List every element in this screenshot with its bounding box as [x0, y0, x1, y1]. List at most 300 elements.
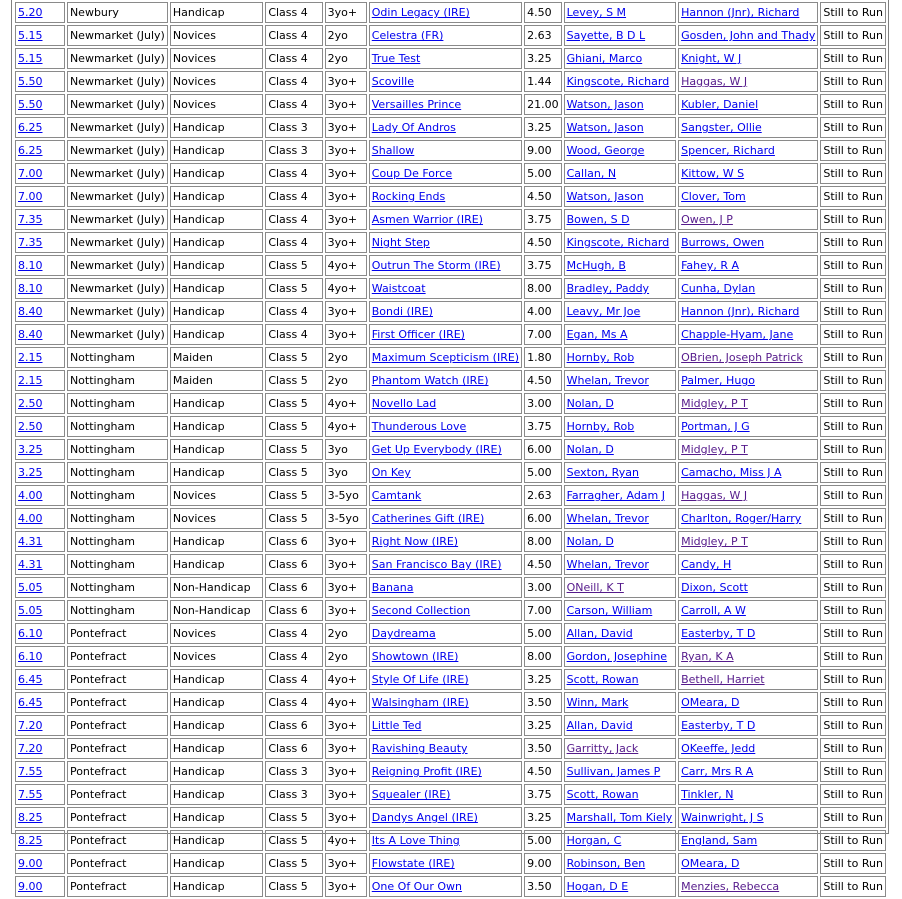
table-row [15, 807, 886, 828]
trainer-link[interactable]: Burrows, Owen [681, 236, 765, 249]
race-class-cell: Class 5 [265, 255, 322, 276]
horse-link[interactable]: Scoville [371, 75, 414, 88]
horse-link[interactable]: San Francisco Bay (IRE) [371, 558, 502, 571]
table-row [15, 669, 886, 690]
age-cell: 4yo+ [325, 692, 367, 713]
jockey-link[interactable]: Hogan, D E [566, 880, 629, 893]
trainer-link[interactable]: Gosden, John and Thady [681, 29, 816, 42]
time-cell [15, 853, 65, 874]
race-type-cell: Handicap [170, 784, 263, 805]
course-cell: Pontefract [67, 715, 168, 736]
age-cell: 3yo+ [325, 577, 367, 598]
trainer-link[interactable]: Midgley, P T [681, 535, 748, 548]
horse-link[interactable]: Outrun The Storm (IRE) [371, 259, 501, 272]
jockey-link[interactable]: Kingscote, Richard [566, 75, 670, 88]
horse-link[interactable]: Shallow [371, 144, 415, 157]
race-time-link[interactable]: 3.25 [18, 466, 43, 479]
trainer-link[interactable]: Wainwright, J S [681, 811, 764, 824]
trainer-link[interactable]: Ryan, K A [681, 650, 734, 663]
horse-cell [369, 186, 522, 207]
odds-cell: 6.00 [524, 439, 562, 460]
horse-link[interactable]: Banana [371, 581, 414, 594]
race-time-link[interactable]: 4.31 [18, 535, 43, 548]
race-class-cell: Class 4 [265, 163, 322, 184]
race-type-cell: Novices [170, 48, 263, 69]
race-time-link[interactable]: 6.10 [18, 627, 43, 640]
race-time-link[interactable]: 5.50 [18, 75, 43, 88]
horse-link[interactable]: Night Step [371, 236, 430, 249]
horse-link[interactable]: Get Up Everybody (IRE) [371, 443, 502, 456]
odds-cell: 3.25 [524, 807, 562, 828]
trainer-cell [678, 830, 818, 851]
jockey-cell [564, 370, 677, 391]
horse-link[interactable]: Walsingham (IRE) [371, 696, 469, 709]
horse-link[interactable]: Versailles Prince [371, 98, 462, 111]
trainer-link[interactable]: Charlton, Roger/Harry [681, 512, 802, 525]
horse-link[interactable]: On Key [371, 466, 411, 479]
jockey-link[interactable]: Allan, David [566, 627, 633, 640]
horse-link[interactable]: First Officer (IRE) [371, 328, 465, 341]
table-row [15, 600, 886, 621]
jockey-link[interactable]: Scott, Rowan [566, 673, 639, 686]
race-time-link[interactable]: 6.45 [18, 673, 43, 686]
race-time-link[interactable]: 3.25 [18, 443, 43, 456]
race-time-link[interactable]: 6.45 [18, 696, 43, 709]
race-time-link[interactable]: 7.55 [18, 765, 43, 778]
horse-link[interactable]: True Test [371, 52, 421, 65]
race-time-link[interactable]: 7.00 [18, 167, 43, 180]
trainer-cell [678, 761, 818, 782]
status-cell: Still to Run [820, 140, 886, 161]
jockey-link[interactable]: Whelan, Trevor [566, 374, 649, 387]
jockey-cell [564, 71, 677, 92]
jockey-cell [564, 94, 677, 115]
status-cell: Still to Run [820, 508, 886, 529]
age-cell: 3yo+ [325, 600, 367, 621]
race-time-link[interactable]: 5.50 [18, 98, 43, 111]
horse-link[interactable]: Flowstate (IRE) [371, 857, 455, 870]
odds-cell: 4.50 [524, 554, 562, 575]
age-cell: 3-5yo [325, 508, 367, 529]
trainer-link[interactable]: Menzies, Rebecca [681, 880, 780, 893]
horse-link[interactable]: Thunderous Love [371, 420, 467, 433]
race-time-link[interactable]: 6.25 [18, 121, 43, 134]
jockey-link[interactable]: Wood, George [566, 144, 645, 157]
race-type-cell: Novices [170, 646, 263, 667]
trainer-cell [678, 807, 818, 828]
horse-link[interactable]: Ravishing Beauty [371, 742, 468, 755]
horse-cell [369, 278, 522, 299]
horse-cell [369, 2, 522, 23]
odds-cell: 8.00 [524, 646, 562, 667]
jockey-link[interactable]: Kingscote, Richard [566, 236, 670, 249]
jockey-link[interactable]: Hornby, Rob [566, 420, 635, 433]
trainer-link[interactable]: Midgley, P T [681, 397, 748, 410]
jockey-cell [564, 485, 677, 506]
course-cell: Pontefract [67, 761, 168, 782]
trainer-link[interactable]: Spencer, Richard [681, 144, 775, 157]
race-time-link[interactable]: 7.55 [18, 788, 43, 801]
jockey-link[interactable]: Watson, Jason [566, 98, 644, 111]
jockey-link[interactable]: Nolan, D [566, 443, 614, 456]
horse-link[interactable]: Showtown (IRE) [371, 650, 459, 663]
trainer-link[interactable]: Candy, H [681, 558, 732, 571]
age-cell: 2yo [325, 347, 367, 368]
race-time-link[interactable]: 6.10 [18, 650, 43, 663]
horse-link[interactable]: Rocking Ends [371, 190, 446, 203]
race-type-cell: Handicap [170, 830, 263, 851]
race-type-cell: Novices [170, 25, 263, 46]
trainer-link[interactable]: Cunha, Dylan [681, 282, 756, 295]
status-cell: Still to Run [820, 117, 886, 138]
race-table-frame [11, 0, 889, 893]
table-row [15, 531, 886, 552]
table-row [15, 71, 886, 92]
horse-link[interactable]: Catherines Gift (IRE) [371, 512, 485, 525]
jockey-link[interactable]: Watson, Jason [566, 121, 644, 134]
race-time-link[interactable]: 4.00 [18, 512, 43, 525]
trainer-link[interactable]: Hannon (Jnr), Richard [681, 305, 800, 318]
course-cell: Newmarket (July) [67, 278, 168, 299]
course-cell: Newmarket (July) [67, 163, 168, 184]
horse-cell [369, 830, 522, 851]
race-time-link[interactable]: 8.40 [18, 328, 43, 341]
race-type-cell: Handicap [170, 255, 263, 276]
trainer-cell [678, 301, 818, 322]
trainer-link[interactable]: Portman, J G [681, 420, 750, 433]
race-time-link[interactable]: 2.15 [18, 374, 43, 387]
table-row [15, 462, 886, 483]
race-time-link[interactable]: 7.35 [18, 236, 43, 249]
race-time-link[interactable]: 8.10 [18, 282, 43, 295]
status-cell: Still to Run [820, 94, 886, 115]
status-cell: Still to Run [820, 25, 886, 46]
jockey-link[interactable]: Leavy, Mr Joe [566, 305, 641, 318]
jockey-cell [564, 347, 677, 368]
trainer-cell [678, 370, 818, 391]
table-row [15, 48, 886, 69]
horse-link[interactable]: Bondi (IRE) [371, 305, 433, 318]
race-time-link[interactable]: 7.35 [18, 213, 43, 226]
race-time-link[interactable]: 8.25 [18, 834, 43, 847]
jockey-link[interactable]: Callan, N [566, 167, 617, 180]
race-time-link[interactable]: 7.20 [18, 742, 43, 755]
trainer-link[interactable]: Easterby, T D [681, 719, 756, 732]
race-class-cell: Class 5 [265, 416, 322, 437]
time-cell [15, 324, 65, 345]
race-time-link[interactable]: 8.10 [18, 259, 43, 272]
jockey-link[interactable]: Marshall, Tom Kiely [566, 811, 673, 824]
jockey-link[interactable]: Gordon, Josephine [566, 650, 668, 663]
jockey-link[interactable]: Farragher, Adam J [566, 489, 665, 502]
trainer-link[interactable]: Camacho, Miss J A [681, 466, 782, 479]
trainer-link[interactable]: Clover, Tom [681, 190, 746, 203]
jockey-link[interactable]: Scott, Rowan [566, 788, 639, 801]
jockey-cell [564, 439, 677, 460]
horse-link[interactable]: Asmen Warrior (IRE) [371, 213, 483, 226]
trainer-link[interactable]: OBrien, Joseph Patrick [681, 351, 803, 364]
trainer-link[interactable]: Haggas, W J [681, 489, 748, 502]
trainer-cell [678, 71, 818, 92]
table-row [15, 324, 886, 345]
time-cell [15, 71, 65, 92]
jockey-cell [564, 186, 677, 207]
race-time-link[interactable]: 9.00 [18, 880, 43, 893]
jockey-link[interactable]: McHugh, B [566, 259, 626, 272]
horse-cell [369, 393, 522, 414]
race-class-cell: Class 5 [265, 508, 322, 529]
status-cell: Still to Run [820, 186, 886, 207]
race-time-link[interactable]: 5.05 [18, 604, 43, 617]
horse-cell [369, 784, 522, 805]
horse-link[interactable]: One Of Our Own [371, 880, 462, 893]
time-cell [15, 232, 65, 253]
horse-link[interactable]: Odin Legacy (IRE) [371, 6, 470, 19]
race-time-link[interactable]: 6.25 [18, 144, 43, 157]
jockey-link[interactable]: Carson, William [566, 604, 653, 617]
trainer-cell [678, 278, 818, 299]
trainer-link[interactable]: Fahey, R A [681, 259, 740, 272]
jockey-link[interactable]: Garritty, Jack [566, 742, 639, 755]
race-type-cell: Handicap [170, 692, 263, 713]
trainer-link[interactable]: OKeeffe, Jedd [681, 742, 756, 755]
jockey-link[interactable]: Sexton, Ryan [566, 466, 639, 479]
status-cell: Still to Run [820, 163, 886, 184]
age-cell: 3yo+ [325, 186, 367, 207]
jockey-link[interactable]: Winn, Mark [566, 696, 629, 709]
trainer-cell [678, 669, 818, 690]
table-row [15, 853, 886, 874]
race-type-cell: Handicap [170, 876, 263, 897]
race-time-link[interactable]: 7.00 [18, 190, 43, 203]
jockey-link[interactable]: Nolan, D [566, 535, 614, 548]
jockey-link[interactable]: Watson, Jason [566, 190, 644, 203]
race-type-cell: Handicap [170, 715, 263, 736]
odds-cell: 9.00 [524, 140, 562, 161]
jockey-cell [564, 2, 677, 23]
table-row [15, 485, 886, 506]
time-cell [15, 692, 65, 713]
status-cell: Still to Run [820, 462, 886, 483]
status-cell: Still to Run [820, 209, 886, 230]
course-cell: Nottingham [67, 554, 168, 575]
race-class-cell: Class 6 [265, 531, 322, 552]
horse-cell [369, 94, 522, 115]
race-type-cell: Handicap [170, 738, 263, 759]
horse-link[interactable]: Squealer (IRE) [371, 788, 451, 801]
horse-cell [369, 485, 522, 506]
time-cell [15, 485, 65, 506]
jockey-link[interactable]: Nolan, D [566, 397, 614, 410]
race-type-cell: Handicap [170, 324, 263, 345]
horse-link[interactable]: Little Ted [371, 719, 422, 732]
trainer-cell [678, 2, 818, 23]
trainer-link[interactable]: Kittow, W S [681, 167, 745, 180]
time-cell [15, 94, 65, 115]
race-time-link[interactable]: 5.15 [18, 52, 43, 65]
trainer-link[interactable]: Midgley, P T [681, 443, 748, 456]
horse-link[interactable]: Camtank [371, 489, 422, 502]
race-time-link[interactable]: 8.40 [18, 305, 43, 318]
horse-link[interactable]: Its A Love Thing [371, 834, 460, 847]
race-time-link[interactable]: 9.00 [18, 857, 43, 870]
trainer-link[interactable]: Owen, J P [681, 213, 733, 226]
jockey-link[interactable]: Robinson, Ben [566, 857, 646, 870]
jockey-link[interactable]: Levey, S M [566, 6, 627, 19]
age-cell: 3yo+ [325, 209, 367, 230]
horse-link[interactable]: Daydreama [371, 627, 436, 640]
jockey-link[interactable]: Bowen, S D [566, 213, 630, 226]
table-row [15, 715, 886, 736]
jockey-cell [564, 232, 677, 253]
trainer-link[interactable]: OMeara, D [681, 857, 740, 870]
jockey-cell [564, 255, 677, 276]
horse-cell [369, 163, 522, 184]
status-cell: Still to Run [820, 48, 886, 69]
horse-link[interactable]: Phantom Watch (IRE) [371, 374, 489, 387]
age-cell: 3yo+ [325, 807, 367, 828]
horse-cell [369, 807, 522, 828]
horse-link[interactable]: Reigning Profit (IRE) [371, 765, 482, 778]
race-class-cell: Class 4 [265, 94, 322, 115]
status-cell: Still to Run [820, 416, 886, 437]
race-class-cell: Class 6 [265, 577, 322, 598]
horse-cell [369, 209, 522, 230]
trainer-cell [678, 784, 818, 805]
odds-cell: 4.50 [524, 186, 562, 207]
race-class-cell: Class 5 [265, 807, 322, 828]
odds-cell: 3.75 [524, 416, 562, 437]
horse-link[interactable]: Second Collection [371, 604, 471, 617]
trainer-link[interactable]: Easterby, T D [681, 627, 756, 640]
race-time-link[interactable]: 5.20 [18, 6, 43, 19]
status-cell: Still to Run [820, 393, 886, 414]
race-time-link[interactable]: 5.05 [18, 581, 43, 594]
course-cell: Newmarket (July) [67, 186, 168, 207]
race-class-cell: Class 5 [265, 830, 322, 851]
odds-cell: 8.00 [524, 278, 562, 299]
race-type-cell: Handicap [170, 462, 263, 483]
jockey-link[interactable]: Allan, David [566, 719, 633, 732]
status-cell: Still to Run [820, 600, 886, 621]
horse-link[interactable]: Dandys Angel (IRE) [371, 811, 478, 824]
horse-link[interactable]: Novello Lad [371, 397, 437, 410]
trainer-link[interactable]: Sangster, Ollie [681, 121, 762, 134]
trainer-link[interactable]: Carroll, A W [681, 604, 746, 617]
race-class-cell: Class 6 [265, 600, 322, 621]
race-type-cell: Novices [170, 508, 263, 529]
odds-cell: 4.00 [524, 301, 562, 322]
jockey-cell [564, 876, 677, 897]
trainer-cell [678, 186, 818, 207]
odds-cell: 3.50 [524, 738, 562, 759]
age-cell: 3yo+ [325, 738, 367, 759]
race-type-cell: Handicap [170, 761, 263, 782]
trainer-link[interactable]: Knight, W J [681, 52, 742, 65]
jockey-link[interactable]: Horgan, C [566, 834, 622, 847]
course-cell: Newmarket (July) [67, 255, 168, 276]
jockey-link[interactable]: Whelan, Trevor [566, 512, 649, 525]
jockey-link[interactable]: ONeill, K T [566, 581, 624, 594]
jockey-cell [564, 784, 677, 805]
race-type-cell: Handicap [170, 278, 263, 299]
trainer-link[interactable]: Palmer, Hugo [681, 374, 755, 387]
race-type-cell: Handicap [170, 531, 263, 552]
horse-link[interactable]: Lady Of Andros [371, 121, 456, 134]
horse-link[interactable]: Waistcoat [371, 282, 426, 295]
jockey-link[interactable]: Hornby, Rob [566, 351, 635, 364]
course-cell: Pontefract [67, 784, 168, 805]
race-time-link[interactable]: 5.15 [18, 29, 43, 42]
odds-cell: 3.25 [524, 669, 562, 690]
trainer-link[interactable]: Hannon (Jnr), Richard [681, 6, 800, 19]
race-time-link[interactable]: 4.00 [18, 489, 43, 502]
course-cell: Nottingham [67, 600, 168, 621]
jockey-link[interactable]: Ghiani, Marco [566, 52, 643, 65]
time-cell [15, 761, 65, 782]
age-cell: 2yo [325, 25, 367, 46]
race-time-link[interactable]: 2.50 [18, 420, 43, 433]
trainer-link[interactable]: Tinkler, N [681, 788, 734, 801]
status-cell: Still to Run [820, 301, 886, 322]
horse-link[interactable]: Style Of Life (IRE) [371, 673, 469, 686]
trainer-link[interactable]: Bethell, Harriet [681, 673, 765, 686]
jockey-cell [564, 163, 677, 184]
horse-link[interactable]: Right Now (IRE) [371, 535, 459, 548]
race-type-cell: Non-Handicap [170, 600, 263, 621]
trainer-link[interactable]: Carr, Mrs R A [681, 765, 754, 778]
horse-link[interactable]: Celestra (FR) [371, 29, 444, 42]
race-class-cell: Class 6 [265, 554, 322, 575]
time-cell [15, 2, 65, 23]
horse-link[interactable]: Coup De Force [371, 167, 453, 180]
jockey-link[interactable]: Bradley, Paddy [566, 282, 650, 295]
jockey-cell [564, 531, 677, 552]
horse-link[interactable]: Maximum Scepticism (IRE) [371, 351, 520, 364]
race-time-link[interactable]: 7.20 [18, 719, 43, 732]
jockey-link[interactable]: Sayette, B D L [566, 29, 646, 42]
horse-cell [369, 669, 522, 690]
race-time-link[interactable]: 2.50 [18, 397, 43, 410]
table-row [15, 416, 886, 437]
jockey-link[interactable]: Egan, Ms A [566, 328, 628, 341]
trainer-link[interactable]: England, Sam [681, 834, 758, 847]
time-cell [15, 301, 65, 322]
table-row [15, 876, 886, 897]
trainer-link[interactable]: Haggas, W J [681, 75, 748, 88]
trainer-link[interactable]: Dixon, Scott [681, 581, 748, 594]
trainer-link[interactable]: Chapple-Hyam, Jane [681, 328, 794, 341]
status-cell: Still to Run [820, 784, 886, 805]
race-time-link[interactable]: 8.25 [18, 811, 43, 824]
jockey-link[interactable]: Sullivan, James P [566, 765, 661, 778]
jockey-cell [564, 140, 677, 161]
trainer-cell [678, 232, 818, 253]
course-cell: Newmarket (July) [67, 301, 168, 322]
horse-cell [369, 370, 522, 391]
age-cell: 4yo+ [325, 278, 367, 299]
race-type-cell: Maiden [170, 370, 263, 391]
race-time-link[interactable]: 2.15 [18, 351, 43, 364]
trainer-cell [678, 25, 818, 46]
time-cell [15, 807, 65, 828]
trainer-link[interactable]: OMeara, D [681, 696, 740, 709]
race-time-link[interactable]: 4.31 [18, 558, 43, 571]
jockey-link[interactable]: Whelan, Trevor [566, 558, 649, 571]
trainer-link[interactable]: Kubler, Daniel [681, 98, 759, 111]
status-cell: Still to Run [820, 853, 886, 874]
age-cell: 3yo [325, 462, 367, 483]
